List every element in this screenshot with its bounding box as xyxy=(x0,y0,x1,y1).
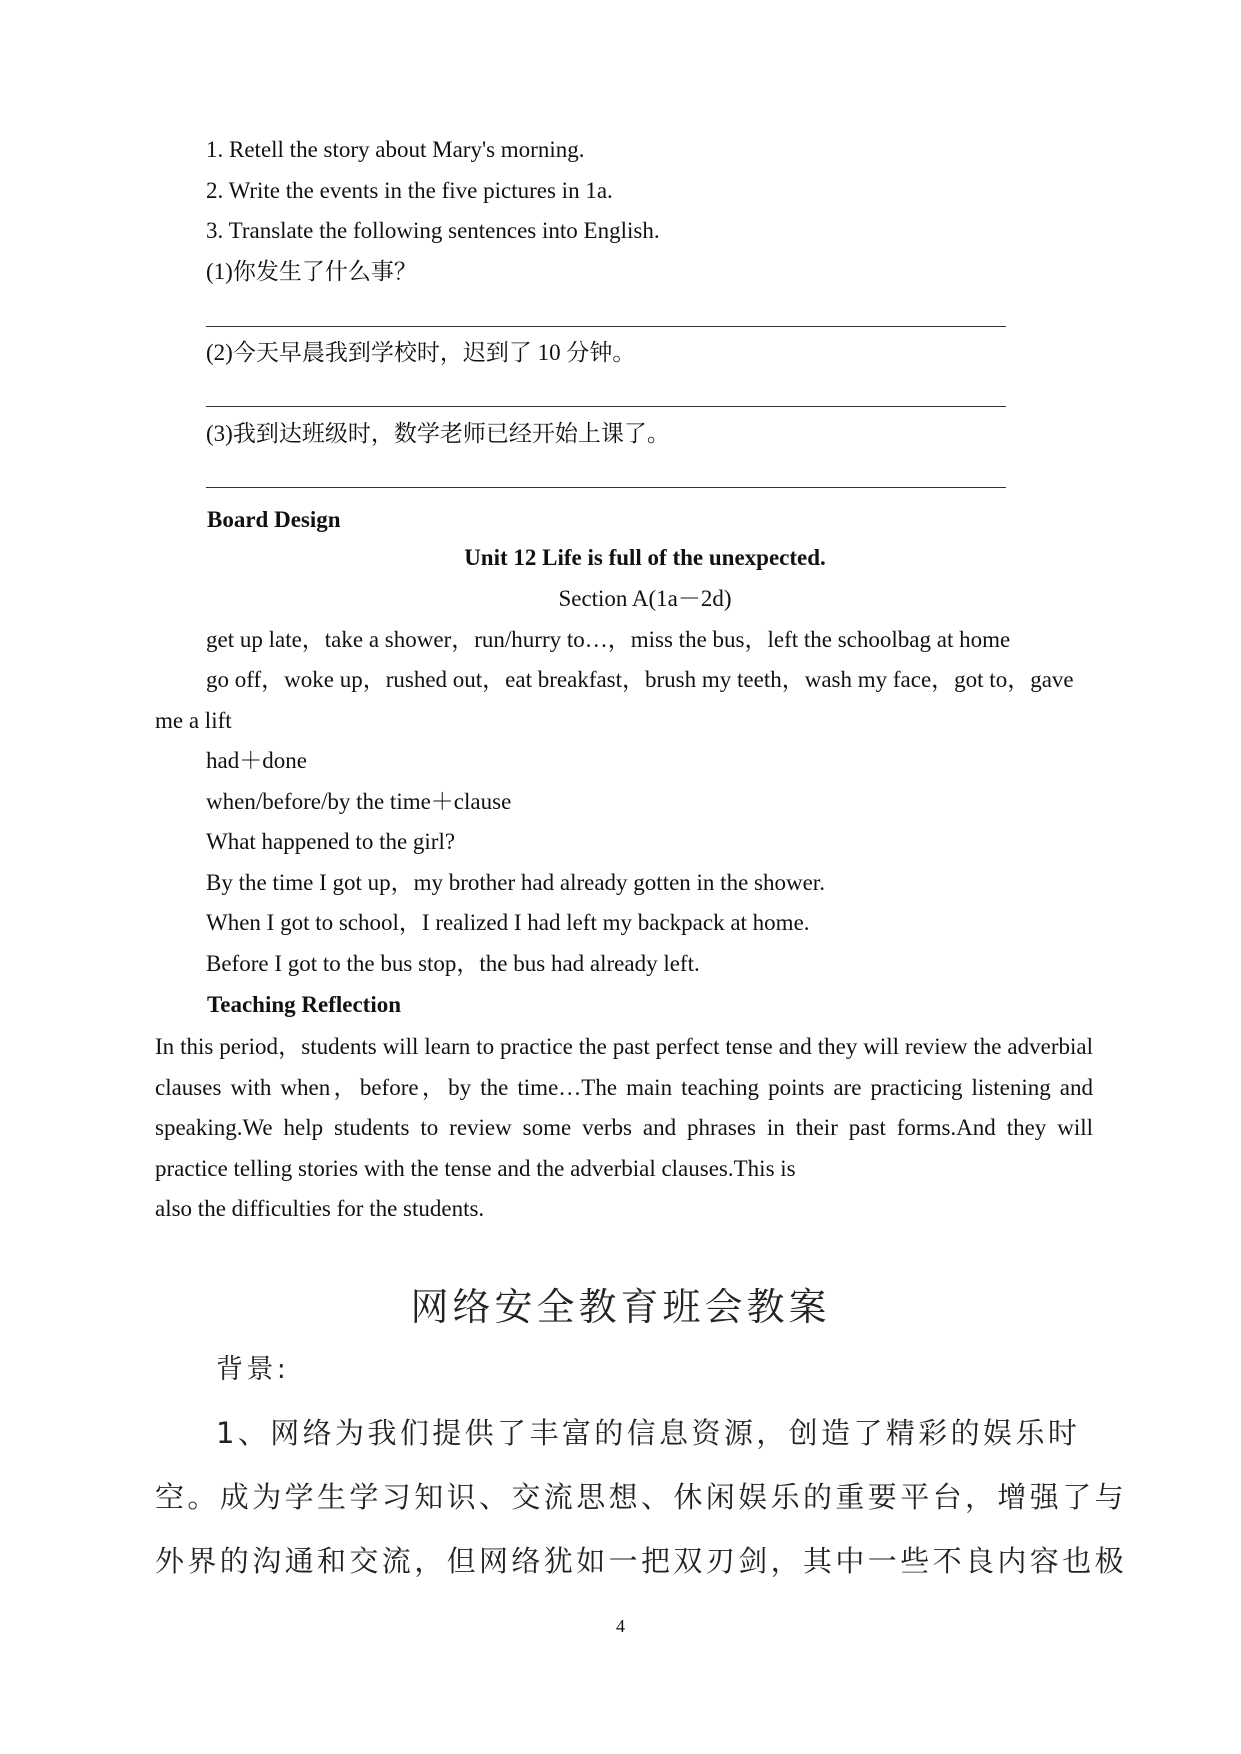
board-line-7: When I got to school，I realized I had left my backpack at home. xyxy=(206,910,810,935)
translation-question-3: (3)我到达班级时，数学老师已经开始上课了。 xyxy=(206,421,670,446)
teaching-reflection-heading: Teaching Reflection xyxy=(207,992,401,1017)
answer-line-1 xyxy=(206,326,1006,327)
board-line-2b: me a lift xyxy=(155,708,232,733)
answer-line-2 xyxy=(206,406,1006,407)
unit-title: Unit 12 Life is full of the unexpected. xyxy=(464,545,826,570)
reflection-body: In this period，students will learn to practice the past perfect tense and they will review the adverbial clauses with when，before，by the time…The main teaching points are practicing listening and speaking.We help students to review some verbs and phrases in their past forms.And they will practice telling stories with the tense and the adverbial clauses.This is xyxy=(155,1034,1093,1181)
board-line-8: Before I got to the bus stop，the bus had already left. xyxy=(206,951,700,976)
page-number: 4 xyxy=(616,1616,625,1636)
board-line-4: when/before/by the time＋clause xyxy=(206,789,512,814)
board-line-2a: go off，woke up，rushed out，eat breakfast，brush my teeth，wash my face，got to，gave xyxy=(206,667,1074,692)
lesson-paragraph-line-2: 空。成为学生学习知识、交流思想、休闲娱乐的重要平台，增强了与 xyxy=(155,1480,1128,1514)
reflection-last-line: also the difficulties for the students. xyxy=(155,1196,485,1221)
lesson-paragraph-line-1: 1、网络为我们提供了丰富的信息资源，创造了精彩的娱乐时 xyxy=(216,1416,1081,1450)
board-line-5: What happened to the girl? xyxy=(206,829,456,854)
homework-item-2: 2. Write the events in the five pictures in 1a. xyxy=(206,178,613,203)
background-label: 背景: xyxy=(216,1354,290,1385)
board-line-6: By the time I got up，my brother had already gotten in the shower. xyxy=(206,870,825,895)
board-line-3: had＋done xyxy=(206,748,307,773)
reflection-paragraph xyxy=(155,1027,1093,1230)
homework-item-3: 3. Translate the following sentences into English. xyxy=(206,218,660,243)
board-line-1: get up late，take a shower，run/hurry to…，miss the bus，left the schoolbag at home xyxy=(206,627,1011,652)
translation-question-1: (1)你发生了什么事？ xyxy=(206,259,417,284)
lesson-paragraph-line-3: 外界的沟通和交流，但网络犹如一把双刃剑，其中一些不良内容也极 xyxy=(155,1544,1128,1578)
translation-question-2: (2)今天早晨我到学校时，迟到了 10 分钟。 xyxy=(206,340,636,365)
board-design-heading: Board Design xyxy=(207,507,341,532)
homework-item-1: 1. Retell the story about Mary's morning. xyxy=(206,137,585,162)
answer-line-3 xyxy=(206,487,1006,488)
section-label: Section A(1a－2d) xyxy=(558,586,732,611)
lesson-title: 网络安全教育班会教案 xyxy=(410,1285,831,1329)
